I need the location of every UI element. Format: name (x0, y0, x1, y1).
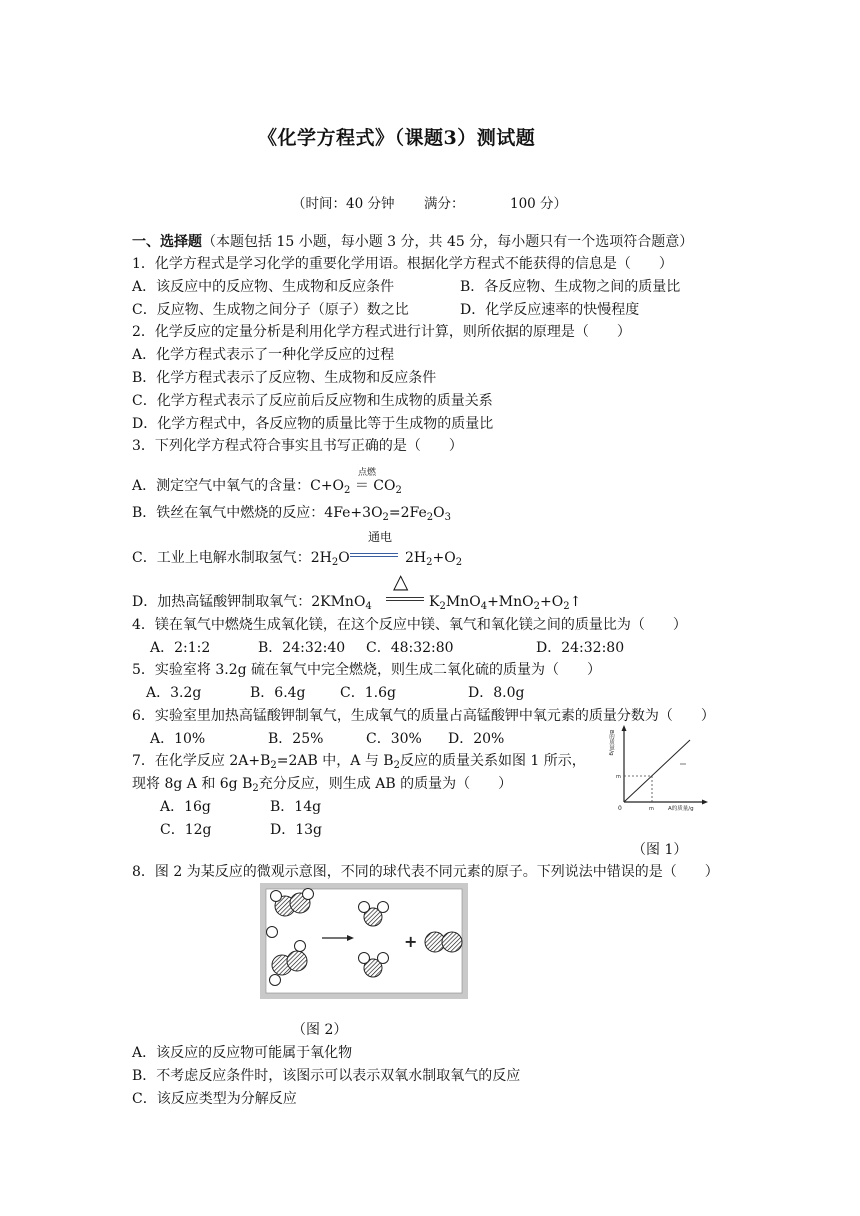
q8-option-c: C．该反应类型为分解反应 (132, 1091, 297, 1107)
q3-option-b: B．铁丝在氧气中燃烧的反应：$4Fe+3O_2=2Fe_2O_3$ (132, 505, 452, 523)
x-axis-arrow (702, 800, 708, 805)
q3-d-text: D．加热高锰酸钾制取氧气：2KMnO (132, 594, 366, 610)
q3-a-eq: ＝ CO (354, 478, 396, 494)
exam-time: （时间：40 分钟 (292, 196, 395, 212)
page-title: 《化学方程式》（课题3）测试题 (258, 127, 536, 149)
q7-stem-line1: 7．在化学反应 $2A+B_2=2AB$ 中，A 与 $B_2$反应的质量关系如图 1 所示， (132, 753, 586, 771)
q3-c-text: C．工业上电解水制取氢气：2H (132, 550, 332, 566)
q7-option-a: A．16g (160, 799, 211, 815)
q3-a-condition: 点燃 (358, 468, 377, 478)
figure-1-graph (608, 724, 712, 814)
q6-option-c: C．30% (366, 731, 422, 747)
figure-2-micro-diagram (260, 883, 468, 999)
q2-stem: 2．化学反应的定量分析是利用化学方程式进行计算，则所依据的原理是（ ） (132, 324, 631, 340)
exam-score-label: 满分： (424, 196, 465, 212)
q6-option-a: A．10% (150, 731, 206, 747)
q5-stem: 5．实验室将 3.2g 硫在氧气中完全燃烧，则生成二氧化硫的质量为（ ） (132, 662, 602, 678)
q3-c-equals (350, 553, 398, 557)
q1-option-a: A．该反应中的反应物、生成物和反应条件 (132, 279, 395, 295)
q7-option-c: C．12g (160, 822, 212, 838)
figure-1-caption: （图 1） (632, 842, 688, 858)
q1-option-d: D．化学反应速率的快慢程度 (460, 302, 640, 318)
plus-sign: + (404, 932, 418, 951)
section-heading (132, 232, 693, 252)
q3-d-products: $K_2MnO_4+MnO_2+O_2↑$ (429, 594, 582, 612)
q8-option-b: B．不考虑反应条件时，该图示可以表示双氧水制取氧气的反应 (132, 1068, 521, 1084)
section-title: 一、选择题 (132, 234, 202, 250)
origin-label: 0 (618, 805, 622, 812)
q1-option-b: B．各反应物、生成物之间的质量比 (460, 279, 681, 295)
mass-line (624, 740, 690, 802)
q6-option-b: B．25% (268, 731, 324, 747)
q6-stem: 6．实验室里加热高锰酸钾制氧气，生成氧气的质量占高锰酸钾中氧元素的质量分数为（ ） (132, 708, 715, 724)
gas-arrow: ↑ (569, 594, 582, 610)
q2-option-b: B．化学方程式表示了反应物、生成物和反应条件 (132, 370, 437, 386)
q1-stem: 1．化学方程式是学习化学的重要化学用语。根据化学方程式不能获得的信息是（ ） (132, 256, 673, 272)
section-note: （本题包括 15 小题，每小题 3 分，共 45 分，每小题只有一个选项符合题意） (202, 234, 694, 250)
x-axis-label: A的质量/g (668, 806, 694, 812)
q8-option-a: A．该反应的反应物可能属于氧化物 (132, 1045, 353, 1061)
figure-2-caption: （图 2） (292, 1022, 348, 1038)
q8-stem: 8．图 2 为某反应的微观示意图，不同的球代表不同元素的原子。下列说法中错误的是（ ） (132, 864, 719, 880)
x-tick-m: m (649, 806, 654, 812)
y-axis-label: B的质量/g (608, 730, 614, 756)
y-axis-arrow (622, 725, 627, 731)
q7-option-b: B．14g (270, 799, 322, 815)
q3-stem: 3．下列化学方程式符合事实且书写正确的是（ ） (132, 438, 463, 454)
q7-stem-line2: 现将 8g A 和 6g $B_2$充分反应，则生成 AB 的质量为（ ） (132, 776, 513, 794)
q4-option-a: A．2:1:2 (150, 640, 211, 656)
q3-c-condition: 通电 (368, 530, 393, 544)
q3-a-text: A．测定空气中氧气的含量：C+O (132, 478, 345, 494)
q4-option-d: D．24:32:80 (536, 640, 625, 656)
q7-option-d: D．13g (270, 822, 323, 838)
q5-option-d: D．8.0g (468, 685, 525, 701)
q3-option-a: A．测定空气中氧气的含量：$C+O_2 = CO_2$ (132, 478, 402, 496)
q3-c-products: $2H_2+O_2$ (405, 550, 463, 568)
exam-score-value: 100 分） (510, 196, 568, 212)
y-tick-m: m (616, 774, 621, 780)
q4-option-c: C．48:32:80 (366, 640, 454, 656)
q5-option-a: A．3.2g (146, 685, 202, 701)
loose-h-atom (267, 927, 278, 938)
q2-option-a: A．化学方程式表示了一种化学反应的过程 (132, 347, 395, 363)
q5-option-c: C．1.6g (340, 685, 396, 701)
q3-d-condition: △ (393, 569, 409, 593)
q3-b-text: B．铁丝在氧气中燃烧的反应：4Fe+3O (132, 505, 383, 521)
q3-d-equals (386, 597, 424, 601)
q6-option-d: D．20% (448, 731, 505, 747)
q3-b-tail: =2Fe (388, 505, 427, 521)
q2-option-d: D．化学方程式中，各反应物的质量比等于生成物的质量比 (132, 416, 494, 432)
q3-option-d: D．加热高锰酸钾制取氧气：2KMnO$_4$ (132, 594, 372, 612)
q5-option-b: B．6.4g (250, 685, 306, 701)
q4-stem: 4．镁在氧气中燃烧生成氧化镁，在这个反应中镁、氧气和氧化镁之间的质量比为（ ） (132, 617, 687, 633)
q2-option-c: C．化学方程式表示了反应前后反应物和生成物的质量关系 (132, 393, 493, 409)
q1-option-c: C．反应物、生成物之间分子（原子）数之比 (132, 302, 409, 318)
q4-option-b: B．24:32:40 (258, 640, 346, 656)
q3-option-c: C．工业上电解水制取氢气：$2H_2O$ (132, 550, 350, 568)
